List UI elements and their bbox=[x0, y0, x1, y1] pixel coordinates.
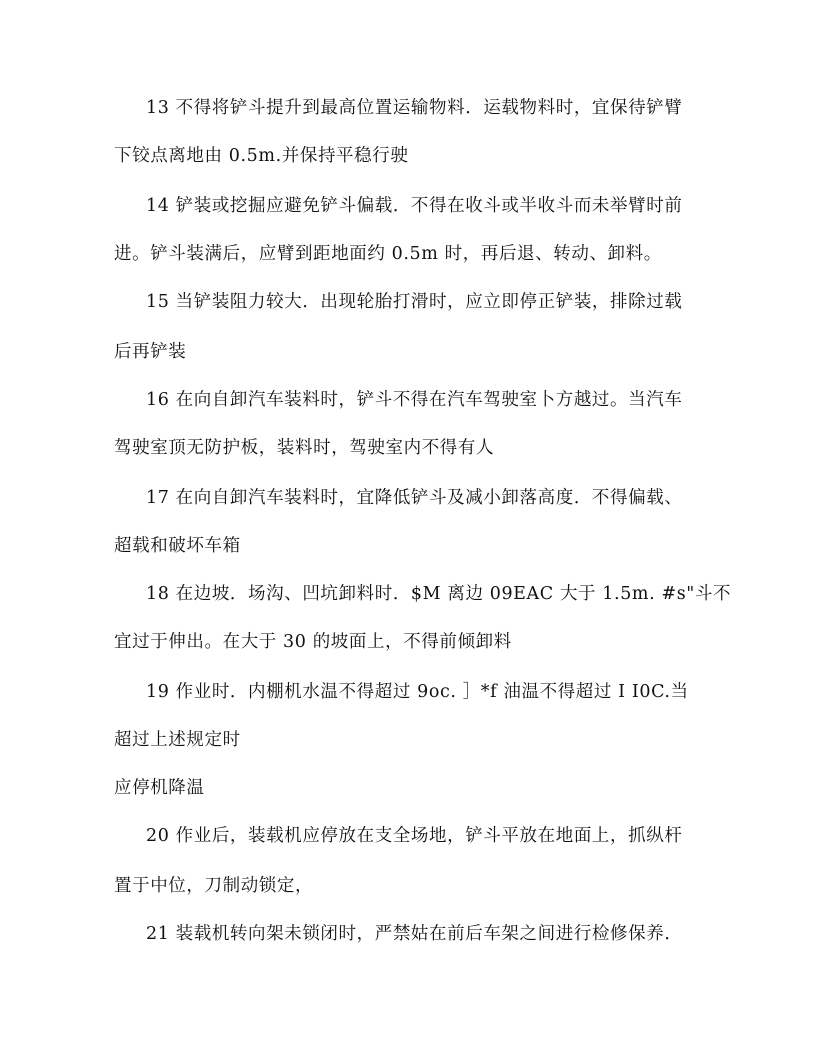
paragraph-15-line-1: 15 当铲装阻力较大．出现轮胎打滑时，应立即停正铲装，排除过载 bbox=[146, 292, 683, 312]
paragraph-17-line-1: 17 在向自卸汽车装料时，宜降低铲斗及减小卸落高度．不得偏载、 bbox=[146, 488, 683, 508]
paragraph-16-line-2: 驾驶室顶无防护板，装料时，驾驶室内不得有人 bbox=[114, 438, 495, 458]
paragraph-14-line-1: 14 铲装或挖掘应避免铲斗偏载．不得在收斗或半收斗而未举臂时前 bbox=[146, 196, 683, 216]
paragraph-13-line-2: 下铰点离地由 0.5m.并保持平稳行驶 bbox=[114, 146, 409, 166]
paragraph-14-line-2: 进。铲斗装满后，应臂到距地面约 0.5m 时，再后退、转动、卸料。 bbox=[114, 244, 662, 264]
paragraph-19-line-3: 应停机降温 bbox=[114, 778, 205, 798]
paragraph-21-line-1: 21 装载机转向架未锁闭时，严禁姑在前后车架之间进行检修保养． bbox=[146, 924, 683, 944]
paragraph-16-line-1: 16 在向自卸汽车装料时，铲斗不得在汽车驾驶室卜方越过。当汽车 bbox=[146, 390, 683, 410]
paragraph-17-line-2: 超载和破坏车箱 bbox=[114, 536, 241, 556]
paragraph-18-line-2: 宜过于伸出。在大于 30 的坡面上，不得前倾卸料 bbox=[114, 632, 512, 652]
paragraph-19-line-2: 超过上述规定时 bbox=[114, 730, 241, 750]
paragraph-20-line-1: 20 作业后，装载机应停放在支全场地，铲斗平放在地面上，抓纵杆 bbox=[146, 826, 683, 846]
paragraph-15-line-2: 后再铲装 bbox=[114, 342, 187, 362]
paragraph-19-line-1: 19 作业时．内棚机水温不得超过 9oc. ］*f 油温不得超过 I I0C.当 bbox=[146, 682, 689, 702]
paragraph-18-line-1: 18 在边坡．场沟、凹坑卸料时．$M 离边 09EAC 大于 1.5m. #s"斗不 bbox=[146, 584, 732, 604]
paragraph-20-line-2: 置于中位，刀制动锁定， bbox=[114, 876, 314, 896]
paragraph-13-line-1: 13 不得将铲斗提升到最高位置运输物料．运载物料时，宜保待铲臂 bbox=[146, 98, 683, 118]
